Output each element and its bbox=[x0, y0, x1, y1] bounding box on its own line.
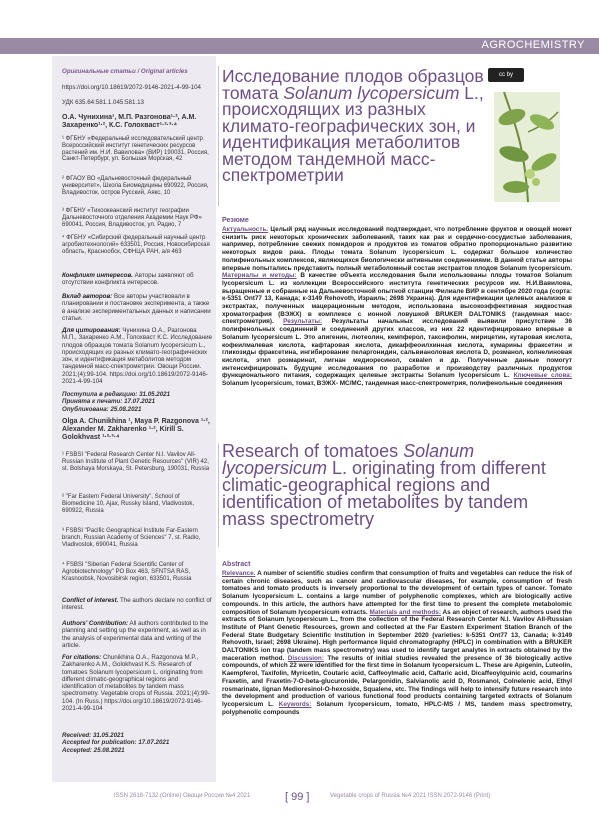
affiliation-ru-1: ¹ ФГБНУ «Федеральный исследовательский центр Всероссийский институт генетических ресурсов растений им. Н.И. Вавилова» (ВИР) 190031, Россия, Санкт-Петербург, ул. Большая Морская, 42 bbox=[62, 136, 209, 163]
conflict-ru: Конфликт интересов. Авторы заявляют об отсутствии конфликта интересов. bbox=[62, 272, 194, 287]
abstract-ru: Актуальность. Целый ряд научных исследований подтверждает, что потребление фруктов и овощей может снизить риск некоторых хронических заболеваний, таких как рак и сердечно-сосудистые заболевания, например, потребление свежих помидоров и продуктов из томатов обратно пропорционально развитию некоторых видов рака. Плоды томата Solanum lycopersicum L. содержат большое количество полифенольных комплексов, являющихся биологически активными соединениями. В данной статье авторы впервые попытались представить полный метаболомный состав экстрактов плодов Solanum lycopersicum. Материалы и методы: В качестве объекта исследования были использованы плоды томатов Solanum lycopersicum L. из коллекции Всероссийского института генетических ресурсов им. Н.И.Вавилова, выращенные и собранные на Дальневосточной опытной станции Филиале ВИР в сентябре 2020 года (сорта: к-5351 Ont77 13, Канада; к-3149 Rehovoth, Израиль; 2698 Украина). Для идентификации целевых анализов в экстрактах, полученных мацерационным методом, использована высокоэффективная жидкостная хроматография (ВЭЖХ) в комплексе с ионной ловушкой BRUKER DALTONIKS (тандемная масс-спектрометрия). Результаты: Результаты начальных исследований выявили присутствие 36 полифенольных соединений и соединений других классов, из них 22 идентифицировано впервые в Solanum lycopersicum L. Это апигенин, лютеолин, кемпферол, таксифолин, мирицетин, кутаровая кислота, кофеилмалевая кислота, кафтаровая кислота, дикаффеоилхинная кислота, кумарины фраксетин и гликозиды фраксетина, ингибирование пеларгонидин, сальвианоловая кислота D, розманол, колнелиновая кислота, этил розмаринат, лигнан медиоресинол, скваlen и др. Полученные данные помогут интенсифицировать будущие исследования по разработке и производству различных продуктов функционального питания, содержащих целевые экстракты Solanum lycopersicum L. Ключевые слова: Solanum lycopersicum, томат, ВЭЖХ- МС/МС, тандемная масс-спектрометрия, полифенольные соединения bbox=[222, 226, 572, 388]
citation-en: For citations: Chunikhina O.A., Razgonova M.P., Zakharenko A.M., Golokhvast K.S. Research of tomatoes Solanum lycopersicum L. originating from different climatic-geographical regions and identification of metabolites by tandem mass spectrometry. Vegetable crops of Russia. 2021;(4):99-104. (In Russ.) https://doi.org/10.18619/2072-9146-2021-4-99-104 bbox=[62, 654, 210, 713]
conflict-en: Conflict of interest. The authors declare no conflict of interest. bbox=[62, 597, 212, 612]
tomato-plant-photo bbox=[494, 92, 560, 202]
authors-en: Olga A. Chunikhina ¹, Maya P. Razgonova ¹·², Alexander M. Zakharenko ¹·², Kirill S. Golokhvast ¹·²·³·⁴ bbox=[62, 418, 210, 441]
affiliation-en-4: ⁴ FSBSI "Siberian Federal Scientific Center of Agrobiotechnology" PO Box 463, SFNTSA RAS, Krasnoobsk, Novosibirsk region, 633501, Russia bbox=[62, 562, 192, 582]
doi-link[interactable]: https://doi.org/10.18619/2072-9146-2021-4-99-104 bbox=[62, 84, 201, 91]
citation-ru: Для цитирования: Чунихина О.А., Разгонова М.П., Захаренко А.М., Голохваст К.С. Исследование плодов образцов томата Solanum lycopersicum L., происходящих из разных климато-географических зон, и идентификация метаболитов методом тандемной масс-спектрометрии. Овощи России. 2021;(4):99-104. https://doi.org/10.18619/2072-9146-2021-4-99-104 bbox=[62, 327, 213, 386]
dates-en: Received: 31.05.2021 Accepted for publication: 17.07.2021 Accepted: 25.08.2021 bbox=[62, 732, 170, 754]
divider-ru bbox=[218, 66, 219, 206]
contribution-ru: Вклад авторов: Все авторы участвовали в планировании и постановке эксперимента, а также в анализе экспериментальных данных и написании статьи. bbox=[62, 293, 211, 322]
affiliation-ru-4: ⁴ ФГБНУ «Сибирский федеральный научный центр агробиотехнологий» 633501, Россия, Новосибирская область, Краснообск, СФНЦА РАН, а/я 463 bbox=[62, 235, 210, 255]
cc-license-badge[interactable]: cc by bbox=[488, 68, 524, 82]
footer-right: Vegetable crops of Russia №4 2021 ISSN 2072-9146 (Print) bbox=[330, 793, 491, 799]
contribution-en: Authors' Contribution: All authors contributed to the planning and setting up the experiment, as well as in the analysis of experimental data and writing of the article. bbox=[62, 620, 209, 649]
affiliation-ru-2: ² ФГАОУ ВО «Дальневосточный федеральный университет», Школа Биомедицины 690922, Россия, Владивосток, остров Русский, Аякс, 10 bbox=[62, 176, 209, 196]
abstract-heading-en: Abstract bbox=[222, 561, 251, 568]
affiliation-en-2: ² "Far Eastern Federal University", School of Biomedicine 10, Ajax, Russky Island, Vladivostok, 690922, Russia bbox=[62, 494, 195, 514]
divider-en bbox=[218, 443, 219, 547]
dates-ru: Поступила в редакцию: 31.05.2021 Принята к печати: 17.07.2021 Опубликована: 25.08.2021 bbox=[62, 391, 171, 413]
article-type: Оригинальные статьи / Original articles bbox=[62, 68, 188, 75]
page-number: [ 99 ] bbox=[285, 791, 310, 803]
abstract-en: Relevance. A number of scientific studies confirm that consumption of fruits and vegetables can reduce the risk of certain chronic diseases, such as cancer and cardiovascular diseases, for example, consumption of fresh tomatoes and tomato products is inversely proportional to the development of certain types of cancer. Tomato Solanum lycopersicum L. contains a large number of polyphenolic complexes, which are biologically active compounds. In this article, the authors have attempted for the first time to present the complete metabolomic composition of Solanum lycopersicum extracts. Materials and methods: As an object of research, authors used the extracts of Solanum lycopersicum L., from the collection of the Federal Research Center N.I. Vavilov All-Russian Institute of Plant Genetic Resources, grown and collected at the Far Eastern Experiment Station Branch of the Federal State Budgetary Scientific Institution in September 2020 (varieties: k-5351 Ont77 13, Canada; k-3149 Rehovoth, Israel; 2698 Ukraine). High performance liquid chromatography (HPLC) in combination with a BRUKER DALTONIKS ion trap (tandem mass spectrometry) was used to identify target analytes in extracts obtained by the maceration method. Discussion: The results of initial studies revealed the presence of 36 biologically active compounds, of which 22 were identified for the first time in Solanum lycopersicum L. These are Apigenin, Luteolin, Kaempferol, Taxifolin, Myricetin, Coutaric acid, Caffeoylmalic acid, Caftaric acid, Dicaffeoylquinic acid, coumarins Fraxetin, and Fraxetin-7-O-beta-glucuronide, Pelargonidin, Salvianolic acid D, Rosmanol, Colnelenic acid, Ethyl rosmarinate, lignan Medioresinol-O-hexoside, Squalene, etc. The findings will help to intensify future research into the development and production of various functional food products containing targeted extracts of Solanum lycopersicum L. Keywords: Solanum lycopersicum, tomato, HPLC-MS / MS, tandem mass spectrometry, polyphenolic compounds bbox=[222, 570, 572, 716]
section-label: AGROCHEMISTRY bbox=[481, 39, 585, 51]
affiliation-ru-3: ³ ФГБНУ «Тихоокеанский институт географии Дальневосточного отделения Академии Наук РФ» 690041, Россия, Владивосток, ул. Радио, 7 bbox=[62, 208, 202, 228]
affiliation-en-3: ³ FSBSI "Pacific Geographical Institute Far-Eastern branch, Russian Academy of Sciences" 7, st. Radio, Vladivostok, 690041, Russia bbox=[62, 528, 201, 548]
udc: УДК 635.64:581.1.045:581.13 bbox=[62, 99, 144, 106]
title-ru: Исследование плодов образцов томата Solanum lycopersicum L., происходящих из разных климато-географических зон, и идентификация метаболитов методом тандемной масс-спектрометрии bbox=[222, 66, 484, 185]
authors-ru: О.А. Чунихина¹, М.П. Разгонова¹·², А.М. Захаренко¹·², К.С. Голохваст¹·²·³·⁴ bbox=[62, 114, 197, 129]
affiliation-en-1: ¹ FSBSI "Federal Research Center N.I. Vavilov All-Russian Institute of Plant Genetic Resources" (VIR) 42, st. Bolshaya Morskaya, St. Petersburg, 190031, Russia bbox=[62, 452, 210, 472]
title-en: Research of tomatoes Solanum lycopersicum L. originating from different climatic-geographical regions and identification of metabolites by tandem mass spectrometry bbox=[222, 441, 546, 529]
footer-left: ISSN 2618-7132 (Online) Овощи России №4 2021 bbox=[114, 793, 251, 799]
abstract-heading-ru: Резюме bbox=[222, 217, 249, 224]
